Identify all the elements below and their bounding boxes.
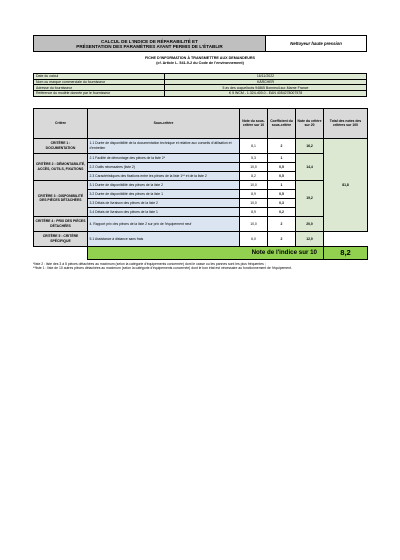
subcriterion-label: 5.1 Assistance à distance sans frais: [88, 231, 240, 246]
subcriterion-label: 3.2 Durée de disponibilité des pièces de la liste 1: [88, 189, 240, 198]
criterion-2-name: CRITÈRE 2 : DÉMONTABILITÉ, ACCÈS, OUTILS, FIXATIONS: [34, 153, 88, 180]
subcriterion-label: 1.1 Durée de disponibilité de la documentation technique et relative aux conseils d'utilisation et d'entretien: [88, 138, 240, 153]
subcriterion-label: 3.3 Délais de livraison des pièces de la liste 2: [88, 198, 240, 207]
subcriterion-coef: 0,5: [268, 189, 296, 198]
col-total: Total des notes des critères sur 100: [324, 108, 368, 138]
subcriterion-note: 8,2: [240, 171, 268, 180]
subcriterion-coef: 0,5: [268, 171, 296, 180]
table-row: [34, 216, 368, 231]
subcriterion-label: 2.1 Facilité de démontage des pièces de la liste 2*: [88, 153, 240, 162]
total-score: 81,8: [324, 138, 368, 231]
repairability-sheet: [33, 35, 367, 271]
criterion-2-score: 14,4: [296, 153, 324, 180]
header: [33, 35, 367, 52]
subcriterion-coef: 0,3: [268, 198, 296, 207]
subcriterion-label: 2.2 Outils nécessaires (liste 2): [88, 162, 240, 171]
subcriterion-note: 8,9: [240, 189, 268, 198]
header-row: [34, 108, 368, 138]
criterion-5-name: CRITÈRE 5 : CRITÈRE SPÉCIFIQUE: [34, 231, 88, 246]
subcriterion-coef: 1: [268, 153, 296, 162]
info-value: KÄRCHER: [165, 79, 367, 85]
criterion-4-score: 20,0: [296, 216, 324, 231]
sheet-subtitle: [33, 56, 367, 66]
info-row: [34, 91, 367, 97]
subcriterion-coef: 0,2: [268, 207, 296, 216]
final-score-label: Note de l'indice sur 10: [88, 246, 324, 259]
subcriterion-note: 10,0: [240, 198, 268, 207]
info-label: Date du calcul: [34, 74, 165, 80]
subcriterion-label: 2.3 Caractéristiques des fixations entre les pièces de la liste 1** et de la liste 2: [88, 171, 240, 180]
subcriterion-note: 8,9: [240, 207, 268, 216]
subcriterion-label: 4. Rapport prix des pièces de la liste 2 sur prix de l'équipement neuf: [88, 216, 240, 231]
blank-cell: [324, 231, 368, 246]
footnotes: [33, 262, 367, 271]
table-row: [34, 180, 368, 189]
info-label: Référence du modèle donnée par le fournisseur: [34, 91, 165, 97]
title-line-1: CALCUL DE L'INDICE DE RÉPARABILITÉ ET: [101, 38, 198, 44]
table-row: [34, 153, 368, 162]
subcriterion-note: 10,0: [240, 180, 268, 189]
col-note-critere: Note du critère sur 20: [296, 108, 324, 138]
info-value: 5 av des coquelicots 94865 Bonneuil-sur-Marne France: [165, 85, 367, 91]
footnote-2: **liste 1 : liste de 10 autres pièces détachées au maximum (selon la catégorie d'équipements concernée) dont le bon état est nécessaire au fonctionnement de l'équipement.: [33, 266, 292, 271]
subcriterion-note: 6,0: [240, 231, 268, 246]
subcriterion-note: 8,1: [240, 138, 268, 153]
subcriterion-label: 3.1 Durée de disponibilité des pièces de la liste 2: [88, 180, 240, 189]
col-coefficient: Coefficient du sous-critère: [268, 108, 296, 138]
criterion-1-score: 16,2: [296, 138, 324, 153]
criterion-4-name: CRITÈRE 4 : PRIX DES PIÈCES DÉTACHÉES: [34, 216, 88, 231]
final-score-row: [34, 246, 368, 259]
subcriterion-note: 5,3: [240, 153, 268, 162]
subcriterion-coef: 0,5: [268, 162, 296, 171]
subcriterion-note: 10,0: [240, 216, 268, 231]
info-label: Nom ou marque commerciale du fournisseur: [34, 79, 165, 85]
table-row: [34, 138, 368, 153]
subcriterion-coef: 2: [268, 138, 296, 153]
footnote-1: *liste 2 : liste des 3 à 5 pièces détachées au maximum (selon la catégorie d'équipements concernée) dont le casse ou les pannes sont les plus fréquentes ;: [33, 261, 266, 266]
info-table: [33, 73, 367, 97]
subcriterion-coef: 2: [268, 231, 296, 246]
col-note-sous-critere: Note du sous-critère sur 10: [240, 108, 268, 138]
info-value: 16/11/2022: [165, 74, 367, 80]
blank-cell: [34, 246, 88, 259]
title-line-2: PRÉSENTATION DES PARAMÈTRES AYANT PERMIS DE L'ÉTABLIR: [76, 44, 223, 50]
subcriterion-coef: 2: [268, 216, 296, 231]
criterion-5-score: 12,0: [296, 231, 324, 246]
sheet-line-2: (cf. Article L. 541-9-2 du Code de l'environnement): [156, 61, 244, 65]
criterion-3-name: CRITÈRE 3 : DISPONIBILITÉ DES PIÈCES DÉTACHÉES: [34, 180, 88, 216]
subcriterion-label: 3.4 Délais de livraison des pièces de la liste 1: [88, 207, 240, 216]
info-label: Adresse du fournisseur: [34, 85, 165, 91]
document-title: [34, 36, 266, 51]
final-score-value: 8,2: [324, 246, 368, 259]
col-critere: Critère: [34, 108, 88, 138]
subcriterion-note: 10,0: [240, 162, 268, 171]
col-sous-critere: Sous-critère: [88, 108, 240, 138]
table-row: [34, 231, 368, 246]
product-category: Nettoyeur haute pression: [290, 40, 342, 46]
scores-table: [33, 108, 368, 260]
info-value: K 5 WCM - 1.324-400.0 - EAN 4054278007578: [165, 91, 367, 97]
criterion-1-name: CRITÈRE 1 : DOCUMENTATION: [34, 138, 88, 153]
subcriterion-coef: 1: [268, 180, 296, 189]
sheet-line-1: FICHE D'INFORMATION À TRANSMETTRE AUX DEMANDEURS: [144, 56, 256, 60]
criterion-3-score: 19,2: [296, 180, 324, 216]
